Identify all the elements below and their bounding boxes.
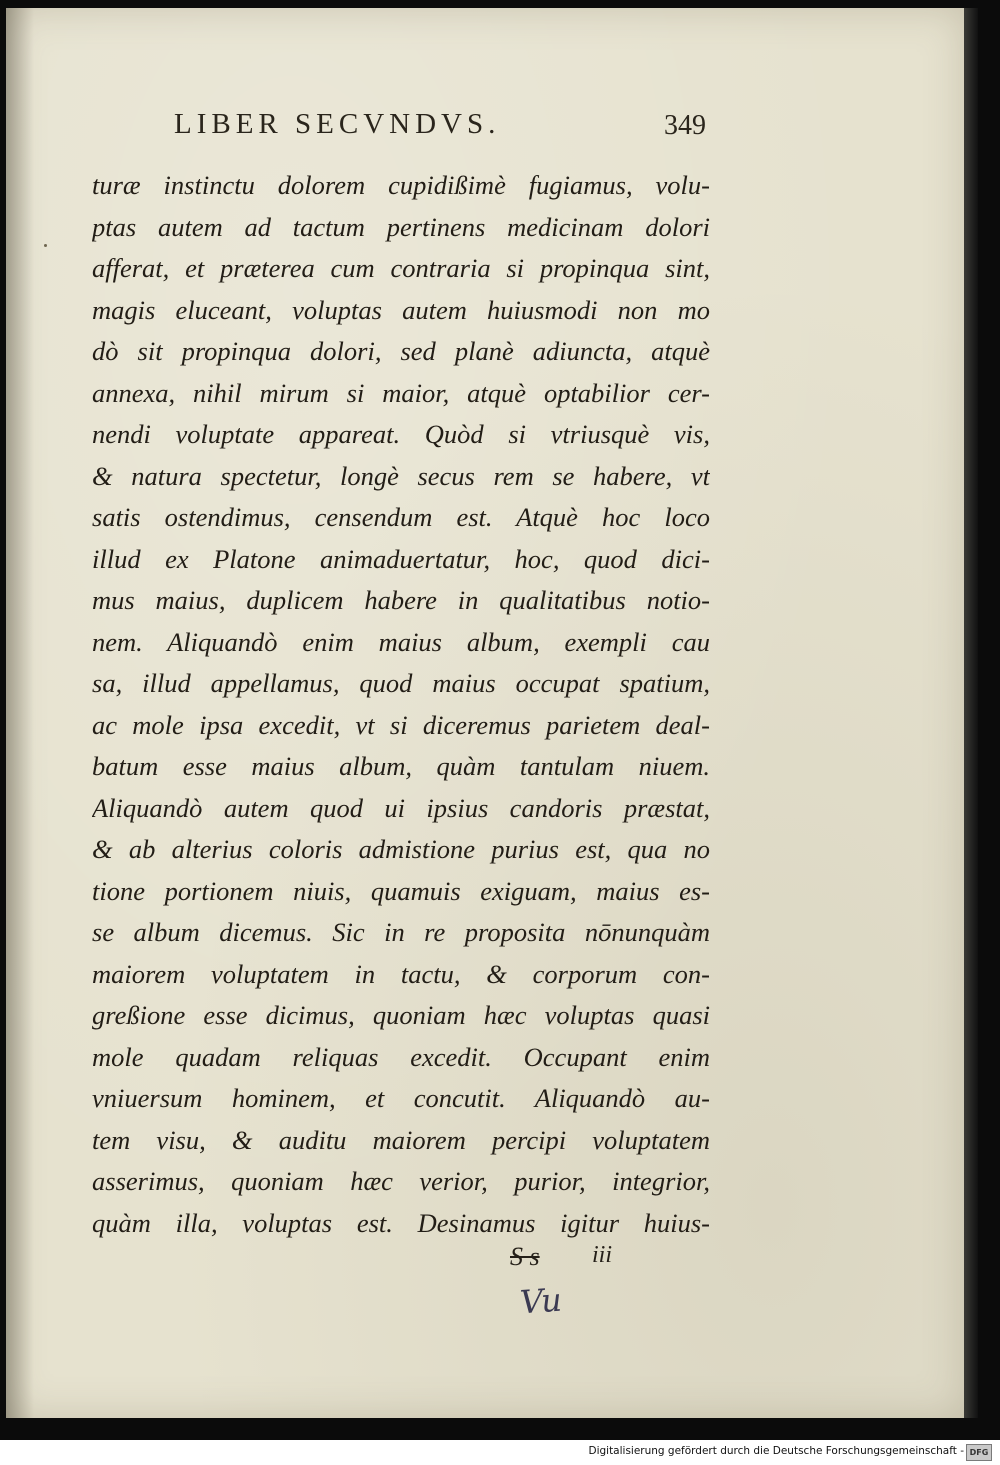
text-line: tione portionem niuis, quamuis exiguam, maius es-	[92, 875, 710, 906]
signature-number: iii	[592, 1242, 613, 1268]
page-edge	[964, 8, 978, 1418]
dfg-logo-icon: DFG	[966, 1444, 992, 1461]
signature-mark	[510, 1242, 630, 1282]
text-line: asserimus, quoniam hæc verior, purior, integrior,	[92, 1166, 710, 1196]
page-number: 349	[664, 110, 706, 141]
body-text	[92, 165, 710, 1244]
text-line: annexa, nihil mirum si maior, atquè optabilior cer-	[92, 377, 710, 408]
text-line: se album dicemus. Sic in re proposita nōnunquàm	[92, 917, 710, 947]
text-line: quàm illa, voluptas est. Desinamus igitur huius-	[92, 1207, 710, 1238]
text-line: nendi voluptate appareat. Quòd si vtriusquè vis,	[92, 419, 710, 449]
text-line: greßione esse dicimus, quoniam hæc voluptas quasi	[92, 1000, 710, 1030]
text-line: Aliquandò autem quod ui ipsius candoris præstat,	[92, 792, 710, 823]
text-line: batum esse maius album, quàm tantulam niuem.	[92, 751, 710, 781]
paper-speck	[44, 244, 47, 247]
handwritten-note: Vu	[518, 1280, 563, 1322]
page-gutter-shadow	[6, 8, 34, 1418]
running-head: LIBER SECVNDVS.	[174, 108, 501, 140]
text-line: mole quadam reliquas excedit. Occupant enim	[92, 1041, 710, 1072]
text-line: satis ostendimus, censendum est. Atquè hoc loco	[92, 502, 710, 532]
text-line: magis eluceant, voluptas autem huiusmodi non mo	[92, 294, 710, 325]
text-line: & natura spectetur, longè secus rem se habere, vt	[92, 460, 710, 491]
text-line: dò sit propinqua dolori, sed planè adiuncta, atquè	[92, 336, 710, 366]
struck-signature: S s	[510, 1242, 540, 1271]
text-line: ac mole ipsa excedit, vt si diceremus parietem deal-	[92, 709, 710, 740]
text-line: afferat, et præterea cum contraria si propinqua sint,	[92, 253, 710, 283]
text-line: ptas autem ad tactum pertinens medicinam dolori	[92, 211, 710, 242]
footer-bar	[0, 1440, 1000, 1465]
text-line: & ab alterius coloris admistione purius est, qua no	[92, 834, 710, 864]
funding-credit: Digitalisierung gefördert durch die Deutsche Forschungsgemeinschaft -	[588, 1445, 964, 1457]
text-line: vniuersum hominem, et concutit. Aliquandò au-	[92, 1083, 710, 1113]
text-line: mus maius, duplicem habere in qualitatibus notio-	[92, 585, 710, 615]
text-line: sa, illud appellamus, quod maius occupat spatium,	[92, 668, 710, 698]
page-header	[92, 108, 710, 148]
text-line: turæ instinctu dolorem cupidißimè fugiamus, volu-	[92, 170, 710, 200]
text-line: tem visu, & auditu maiorem percipi voluptatem	[92, 1124, 710, 1155]
text-line: maiorem voluptatem in tactu, & corporum con-	[92, 958, 710, 989]
text-line: illud ex Platone animaduertatur, hoc, quod dici-	[92, 543, 710, 574]
text-line: nem. Aliquandò enim maius album, exempli cau	[92, 626, 710, 657]
